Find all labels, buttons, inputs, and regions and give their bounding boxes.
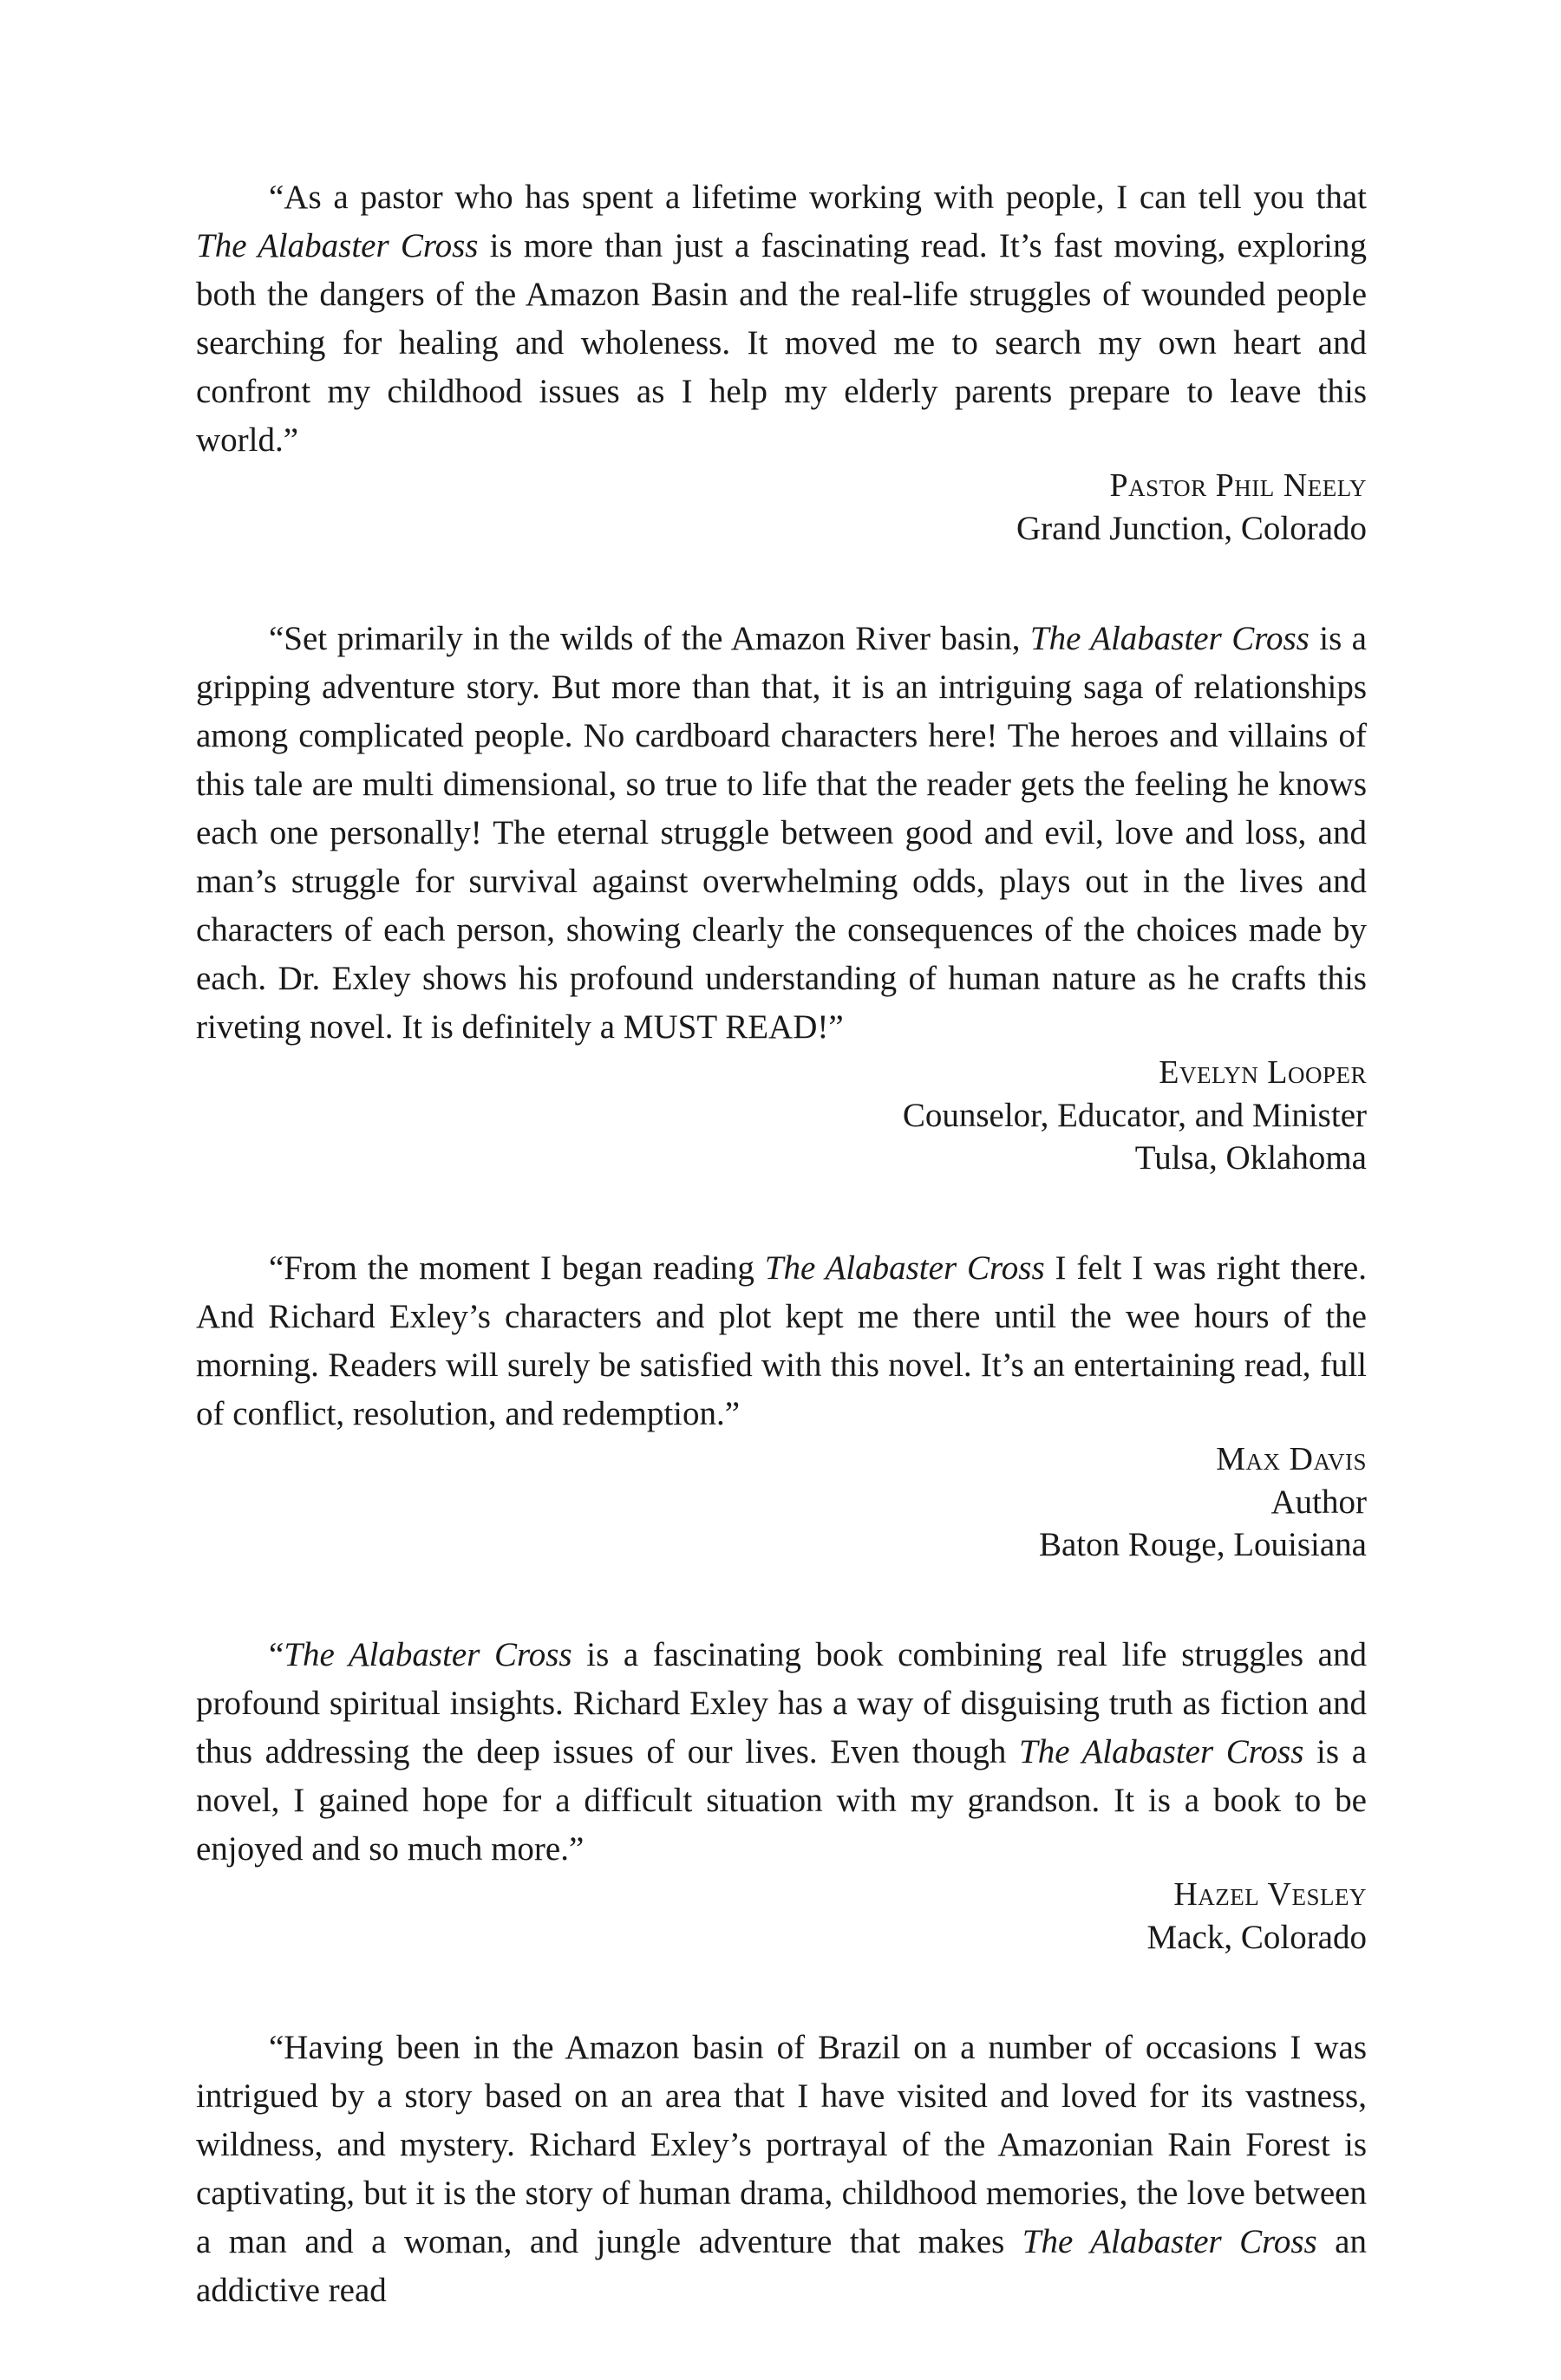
endorser-name: Pastor Phil Neely (1109, 467, 1367, 504)
quote-text: an addictive read (196, 2223, 1367, 2309)
endorsement-attribution (196, 1438, 1367, 1566)
endorsement (196, 1631, 1367, 1959)
quote-text: “Set primarily in the wilds of the Amazon River basin, (269, 620, 1030, 657)
endorser-name: Max Davis (1216, 1441, 1367, 1477)
book-title: The Alabaster Cross (1022, 2223, 1317, 2260)
quote-text: “As a pastor who has spent a lifetime working with people, I can tell you that (269, 179, 1367, 216)
endorsement-attribution (196, 1052, 1367, 1179)
endorsement-quote (196, 1244, 1367, 1438)
quote-text: I felt I was right there. And Richard Exley’s characters and plot kept me there until the wee hours of the morning. Readers will surely be satisfied with this novel. It’s an entertaining read, full of conflict, resolution, and redemption.” (196, 1249, 1367, 1432)
endorsement (196, 173, 1367, 550)
endorsement-quote (196, 615, 1367, 1052)
book-title: The Alabaster Cross (1029, 620, 1310, 657)
book-title: The Alabaster Cross (764, 1249, 1045, 1287)
endorser-detail: Mack, Colorado (1146, 1919, 1367, 1956)
endorsement-attribution (196, 465, 1367, 550)
endorser-name: Evelyn Looper (1159, 1054, 1367, 1091)
quote-text: is a fascinating book combining real life struggles and profound spiritual insights. Richard Exley has a way of disguising truth as fiction and thus addressing the deep issues of our lives. Even though (196, 1636, 1367, 1770)
quote-text: is a gripping adventure story. But more than that, it is an intriguing saga of relationships among complicated people. No cardboard characters here! The heroes and villains of this tale are multi dimensional, so true to life that the reader gets the feeling he knows each one personally! The eternal struggle between good and evil, love and loss, and man’s struggle for survival against overwhelming odds, plays out in the lives and characters of each person, showing clearly the consequences of the choices made by each. Dr. Exley shows his profound understanding of human nature as he crafts this riveting novel. It is definitely a MUST READ!” (196, 620, 1367, 1046)
quote-text: is more than just a fascinating read. It’s fast moving, exploring both the dangers of the Amazon Basin and the real-life struggles of wounded people searching for healing and wholeness. It moved me to search my own heart and confront my childhood issues as I help my elderly parents prepare to leave this world.” (196, 227, 1367, 459)
endorsement-attribution (196, 1874, 1367, 1959)
endorsement-quote (196, 1631, 1367, 1874)
endorser-detail: Grand Junction, Colorado (1016, 510, 1367, 547)
quote-text: “From the moment I began reading (269, 1249, 765, 1287)
endorsement (196, 2024, 1367, 2315)
endorser-detail: Baton Rouge, Louisiana (1038, 1526, 1367, 1563)
book-title: The Alabaster Cross (284, 1636, 572, 1673)
endorser-name: Hazel Vesley (1173, 1876, 1367, 1913)
book-title: The Alabaster Cross (196, 227, 479, 264)
endorser-detail: Counselor, Educator, and Minister (902, 1097, 1367, 1134)
endorser-detail: Author (1270, 1483, 1367, 1521)
endorser-detail: Tulsa, Oklahoma (1134, 1139, 1367, 1177)
quote-text: “Having been in the Amazon basin of Brazil on a number of occasions I was intrigued by a story based on an area that I have visited and loved for its vastness, wildness, and mystery. Richard Exley’s portrayal of the Amazonian Rain Forest is captivating, but it is the story of human drama, childhood memories, the love between a man and a woman, and jungle adventure that makes (196, 2029, 1367, 2260)
book-title: The Alabaster Cross (1019, 1733, 1304, 1770)
quote-text: is a novel, I gained hope for a difficult situation with my grandson. It is a book to be enjoyed and so much more.” (196, 1733, 1367, 1868)
endorsement (196, 615, 1367, 1179)
quote-text: “ (269, 1636, 284, 1673)
endorsement-quote (196, 173, 1367, 465)
endorsements-page (196, 173, 1367, 2380)
endorsement (196, 1244, 1367, 1566)
endorsement-quote (196, 2024, 1367, 2315)
